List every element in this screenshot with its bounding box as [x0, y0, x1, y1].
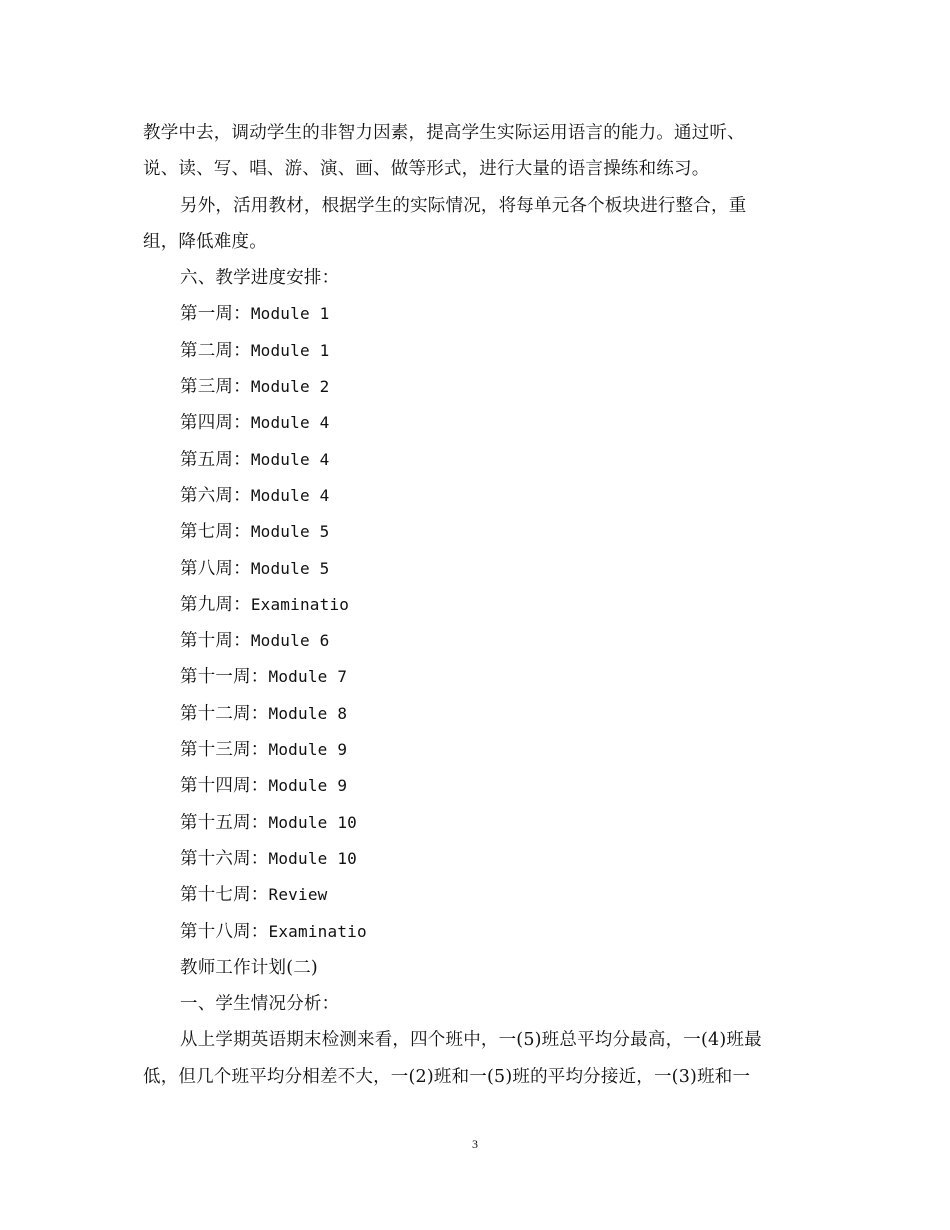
week-label: 第六周：	[180, 485, 251, 506]
week-content: Review	[268, 885, 328, 905]
schedule-item	[143, 478, 803, 514]
week-label: 第七周：	[180, 522, 251, 543]
week-content: Module 9	[268, 740, 348, 760]
schedule-list	[143, 296, 803, 949]
week-label: 第九周：	[180, 594, 251, 615]
section-title: 教师工作计划(二)	[180, 957, 318, 978]
schedule-item	[143, 914, 803, 950]
paragraph-line: 从上学期英语期末检测来看，四个班中，一(5)班总平均分最高，一(4)班最	[180, 1030, 762, 1051]
week-content: Module 10	[268, 812, 357, 832]
week-content: Module 4	[250, 413, 330, 433]
week-label: 第十二周：	[180, 703, 269, 724]
schedule-item	[143, 877, 803, 913]
week-label: 第八周：	[180, 558, 251, 579]
schedule-item	[143, 514, 803, 550]
week-label: 第十四周：	[180, 776, 269, 797]
week-label: 第二周：	[180, 340, 251, 361]
section-subheading: 一、学生情况分析：	[180, 994, 340, 1015]
schedule-item	[143, 805, 803, 841]
week-content: Module 8	[268, 703, 348, 723]
schedule-item	[143, 442, 803, 478]
week-content: Module 1	[250, 340, 330, 360]
paragraph-line: 组，降低难度。	[143, 231, 267, 252]
schedule-item	[143, 551, 803, 587]
week-label: 第十七周：	[180, 885, 269, 906]
week-content: Examinatio	[268, 921, 367, 941]
week-content: Module 10	[268, 848, 357, 868]
schedule-item	[143, 333, 803, 369]
week-label: 第十八周：	[180, 921, 269, 942]
week-label: 第四周：	[180, 413, 251, 434]
schedule-item	[143, 296, 803, 332]
week-label: 第十周：	[180, 631, 251, 652]
paragraph-line: 教学中去，调动学生的非智力因素，提高学生实际运用语言的能力。通过听、	[143, 123, 745, 143]
body-text	[143, 115, 803, 1095]
week-content: Module 9	[268, 776, 348, 796]
week-content: Module 4	[250, 449, 330, 469]
week-label: 第十一周：	[180, 667, 269, 688]
week-label: 第五周：	[180, 449, 251, 470]
schedule-item	[143, 659, 803, 695]
week-content: Module 2	[250, 377, 330, 397]
schedule-item	[143, 587, 803, 623]
week-content: Module 6	[250, 631, 330, 651]
schedule-item	[143, 768, 803, 804]
week-content: Module 4	[250, 485, 330, 505]
week-label: 第一周：	[180, 304, 251, 325]
schedule-item	[143, 732, 803, 768]
schedule-heading: 六、教学进度安排：	[180, 268, 340, 289]
schedule-item	[143, 369, 803, 405]
schedule-item	[143, 696, 803, 732]
week-content: Module 7	[268, 667, 348, 687]
week-label: 第三周：	[180, 377, 251, 398]
week-content: Module 5	[250, 522, 330, 542]
paragraph-line: 说、读、写、唱、游、演、画、做等形式，进行大量的语言操练和练习。	[143, 159, 710, 180]
schedule-item	[143, 623, 803, 659]
paragraph-line: 另外，活用教材，根据学生的实际情况，将每单元各个板块进行整合，重	[180, 195, 747, 216]
week-content: Module 1	[250, 304, 330, 324]
schedule-item	[143, 405, 803, 441]
week-content: Examinatio	[250, 594, 350, 614]
week-content: Module 5	[250, 558, 330, 578]
week-label: 第十六周：	[180, 848, 269, 869]
paragraph-line: 低，但几个班平均分相差不大，一(2)班和一(5)班的平均分接近，一(3)班和一	[143, 1066, 751, 1087]
schedule-item	[143, 841, 803, 877]
week-label: 第十三周：	[180, 740, 269, 761]
week-label: 第十五周：	[180, 812, 269, 833]
page-number: 3	[472, 1137, 478, 1151]
